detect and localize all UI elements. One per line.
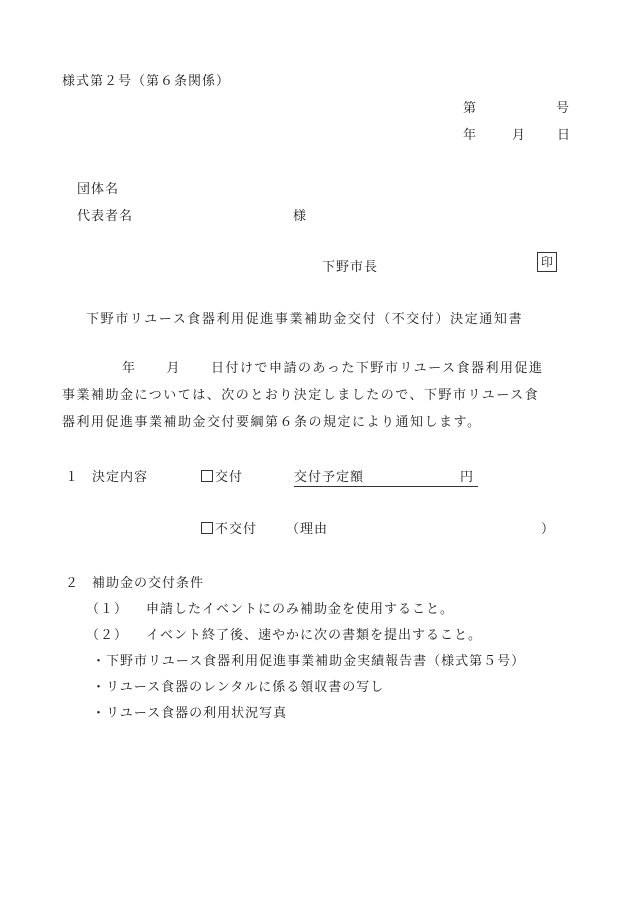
checkbox-icon[interactable] [201, 470, 213, 482]
seal-stamp: 印 [537, 252, 557, 272]
representative-label: 代表者名 [77, 209, 134, 224]
date-month-label: 月 [512, 128, 527, 143]
section1-label: 決定内容 [92, 470, 149, 485]
document-title: 下野市リユース食器利用促進事業補助金交付（不交付）決定通知書 [86, 312, 524, 327]
grant-amount-field[interactable] [294, 466, 478, 487]
document-number-suffix: 号 [556, 101, 571, 116]
section2-label: 補助金の交付条件 [92, 576, 205, 591]
date-day-label: 日 [557, 128, 572, 143]
amount-unit: 円 [459, 470, 474, 485]
date-year-label: 年 [463, 128, 478, 143]
organization-label: 団体名 [77, 182, 120, 197]
checkbox-icon[interactable] [201, 522, 213, 534]
body-paragraph [62, 355, 577, 436]
section2-number: ２ [65, 576, 80, 591]
condition-item: （２） イベント終了後、速やかに次の書類を提出すること。 [86, 628, 483, 643]
option-grant[interactable]: 交付 [201, 466, 243, 485]
honorific: 様 [293, 209, 308, 224]
body-year: 年 [122, 361, 137, 376]
reason-open: （理由 [286, 522, 329, 537]
condition-item: （１） 申請したイベントにのみ補助金を使用すること。 [86, 602, 455, 617]
document-item: ・下野市リユース食器利用促進事業補助金実績報告書（様式第５号） [92, 654, 526, 669]
body-month: 月 [166, 361, 182, 376]
section1-number: １ [65, 470, 80, 485]
body-line2: 事業補助金については、次のとおり決定しましたので、下野市リユース食 [62, 388, 540, 403]
amount-label: 交付予定額 [294, 470, 365, 485]
form-number: 様式第２号（第６条関係） [62, 74, 231, 89]
issuer-name: 下野市長 [322, 260, 379, 275]
body-line1: 日付けで申請のあった下野市リユース食器利用促進 [211, 361, 544, 376]
reason-close: ） [541, 522, 556, 537]
document-number-label: 第 [463, 101, 478, 116]
body-line3: 器利用促進事業補助金交付要綱第６条の規定により通知します。 [62, 415, 482, 430]
option-nogrant[interactable]: 不交付 [201, 518, 257, 537]
document-item: ・リユース食器のレンタルに係る領収書の写し [92, 680, 385, 695]
document-item: ・リユース食器の利用状況写真 [92, 706, 288, 721]
